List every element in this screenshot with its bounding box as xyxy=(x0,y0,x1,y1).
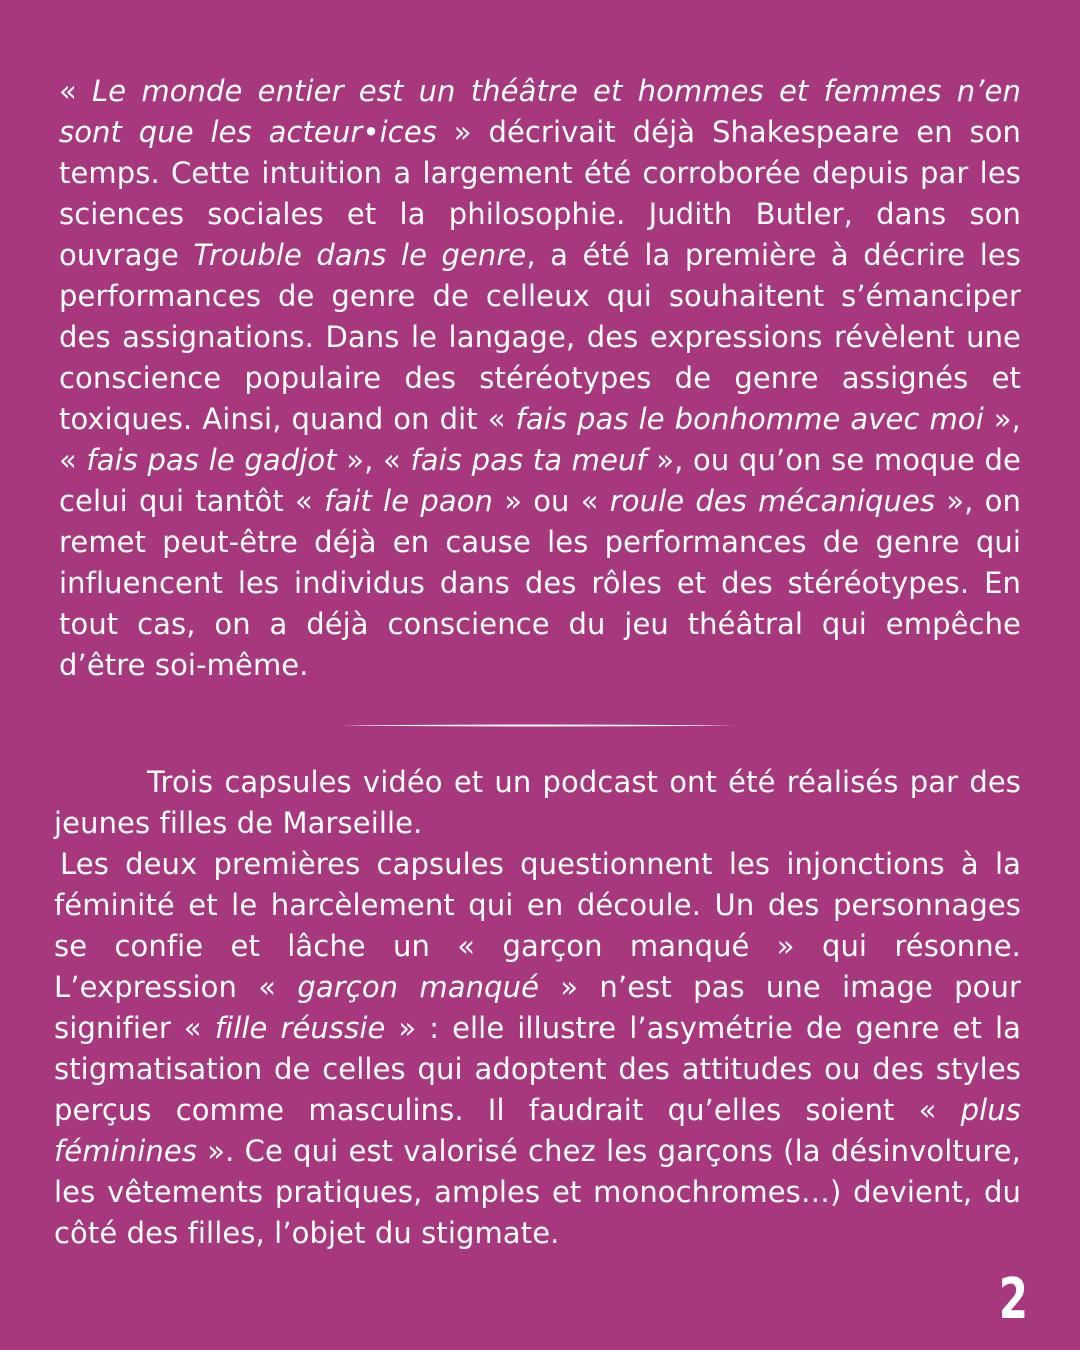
text-after-title: , a été la première à décrire les performances de genre de celleux qui souhaitent s’émanciper des assignations. Dans le langage, des expressions révèlent une conscience populaire des stéréotypes de genre assignés et toxiques. Ainsi, quand on dit « xyxy=(59,238,1022,436)
text-ending: », on remet peut-être déjà en cause les performances de genre qui influencent les individus dans des rôles et des stéréotypes. En tout cas, on a déjà conscience du jeu théâtral qui empêche d’être soi-même. xyxy=(59,484,1021,682)
separator: » ou « xyxy=(493,484,610,518)
text-part-2: » n’est pas une image pour signifier « xyxy=(54,970,1022,1045)
paragraph-capsules-intro xyxy=(54,762,1021,844)
expression-garcon-manque: garçon manqué xyxy=(297,970,540,1004)
separator: », ou qu’on se moque de celui qui tantôt « xyxy=(59,443,1021,518)
expression-paon: fait le paon xyxy=(324,484,494,518)
expression-bonhomme: fais pas le bonhomme avec moi xyxy=(515,402,984,436)
expression-fille-reussie: fille réussie xyxy=(214,1011,386,1045)
text-part-1: Les deux premières capsules questionnent les injonctions à la féminité et le harcèlement qui en découle. Un des personnages se confie et lâche un « garçon manqué » qui résonne. L’expression « xyxy=(54,847,1021,1004)
section-divider xyxy=(343,723,737,728)
separator: », « xyxy=(336,443,411,477)
quote-open: « xyxy=(59,74,92,108)
page-number: 2 xyxy=(998,1267,1028,1332)
text-after-quote: » décrivait déjà Shakespeare en son temps. Cette intuition a largement été corroborée depuis par les sciences sociales et la philosophie. Judith Butler, dans son ouvrage xyxy=(59,115,1021,272)
capsules-intro-text: Trois capsules vidéo et un podcast ont été réalisés par des jeunes filles de Marseille. xyxy=(54,765,1021,840)
expression-gadjot: fais pas le gadjot xyxy=(86,443,337,477)
shakespeare-quote: Le monde entier est un théâtre et hommes et femmes n’en sont que les acteur•ices xyxy=(59,74,1021,149)
text-part-3: » : elle illustre l’asymétrie de genre et la stigmatisation de celles qui adoptent des attitudes ou des styles perçus comme masculins. Il faudrait qu’elles soient « xyxy=(54,1011,1021,1127)
expression-mecaniques: roule des mécaniques xyxy=(609,484,936,518)
paragraph-capsules-detail xyxy=(54,844,1021,1254)
separator: », « xyxy=(59,402,1021,477)
paragraph-intro xyxy=(59,71,1021,686)
expression-meuf: fais pas ta meuf xyxy=(410,443,647,477)
book-title: Trouble dans le genre xyxy=(193,238,527,272)
text-part-4: ». Ce qui est valorisé chez les garçons (la désinvolture, les vêtements pratiques, amples et monochromes…) devient, du côté des filles, l’objet du stigmate. xyxy=(54,1134,1021,1250)
expression-plus-feminines: plus féminines xyxy=(54,1093,1021,1168)
